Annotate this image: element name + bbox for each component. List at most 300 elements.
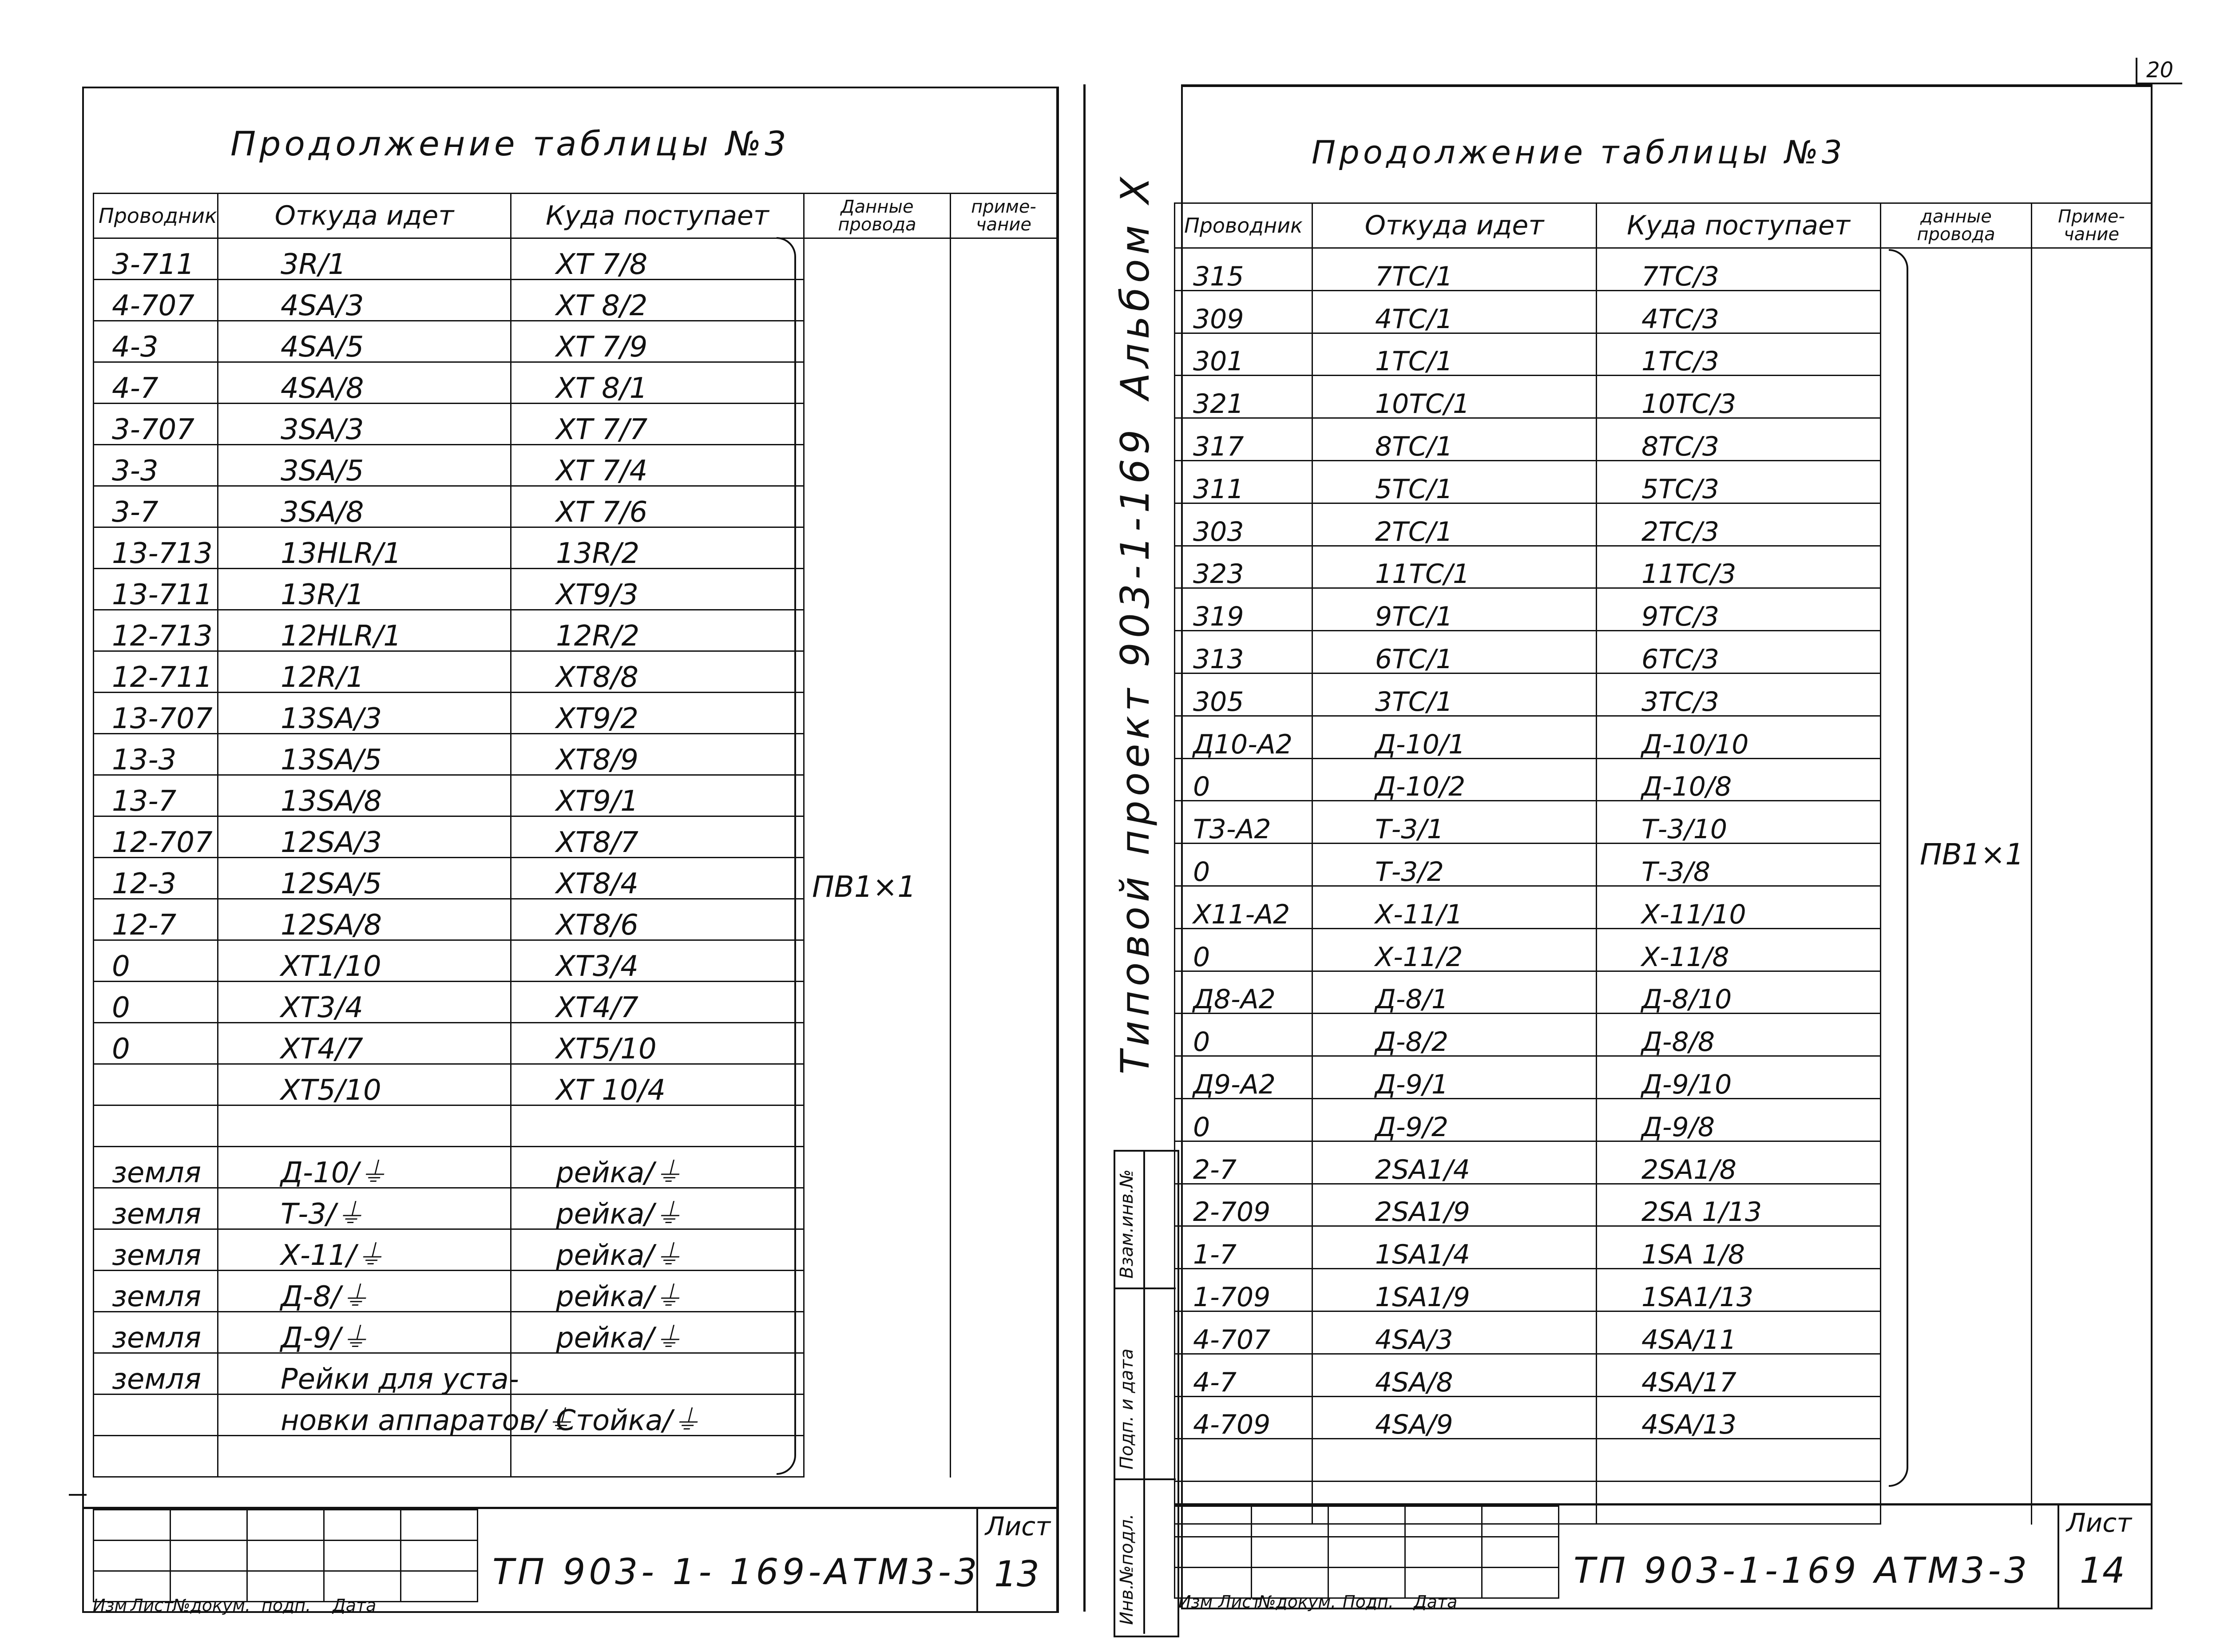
table-row [94, 1394, 1057, 1436]
cell-wire-data [804, 362, 951, 404]
table-header-row [1175, 203, 2152, 248]
cell-from: новки аппаратов/⏚ [218, 1394, 511, 1436]
cell-wire-data [804, 1105, 951, 1147]
cell-note [951, 404, 1057, 445]
cell-from: 4SA/9 [1312, 1396, 1597, 1439]
cell-to: XT 10/4 [511, 1064, 804, 1105]
cell-to: рейка/⏚ [511, 1147, 804, 1188]
cell-conductor: 2-709 [1175, 1184, 1312, 1226]
table-row [94, 362, 1057, 404]
cell-from: 12HLR/1 [218, 610, 511, 651]
cell-to: рейка/⏚ [511, 1188, 804, 1229]
header-conductor: Проводник [1175, 203, 1312, 248]
cell-note [2032, 1354, 2152, 1396]
cell-from: 13R/1 [218, 569, 511, 610]
left-sheet [82, 87, 1059, 1613]
table-row [1175, 1439, 2152, 1482]
table-row [94, 569, 1057, 610]
cell-from: Д-9/1 [1312, 1056, 1597, 1099]
cell-wire-data [804, 899, 951, 940]
cell-conductor: земля [94, 1229, 218, 1271]
cell-note [2032, 758, 2152, 801]
cell-note [951, 445, 1057, 486]
cell-conductor: 321 [1175, 376, 1312, 418]
cell-note [951, 775, 1057, 816]
table-row [94, 1023, 1057, 1064]
cell-from: 3SA/8 [218, 486, 511, 527]
cell-conductor: 12-7 [94, 899, 218, 940]
cell-from: Д-9/⏚ [218, 1312, 511, 1353]
table-row [1175, 503, 2152, 546]
cell-conductor: Х11-А2 [1175, 886, 1312, 928]
cell-note [951, 1394, 1057, 1436]
stamp-caption-date: Дата [333, 1596, 377, 1615]
table-row [1175, 1354, 2152, 1396]
cell-note [2032, 1056, 2152, 1099]
table-row [94, 775, 1057, 816]
table-row [94, 1312, 1057, 1353]
cell-conductor [94, 1436, 218, 1477]
cell-note [951, 1312, 1057, 1353]
cell-note [951, 321, 1057, 362]
table-row [1175, 1184, 2152, 1226]
cell-from: Т-3/⏚ [218, 1188, 511, 1229]
cell-to: Стойка/⏚ [511, 1394, 804, 1436]
cell-note [951, 362, 1057, 404]
right-brace [1889, 249, 1908, 1487]
table-row [1175, 1056, 2152, 1099]
cell-conductor: 4-707 [94, 280, 218, 321]
cell-conductor: 3-7 [94, 486, 218, 527]
cell-to: XT 7/6 [511, 486, 804, 527]
cell-to: 5TC/3 [1597, 460, 1881, 503]
cell-to: Д-8/8 [1597, 1014, 1881, 1056]
cell-wire-data [804, 1271, 951, 1312]
album-label: Альбом X [1112, 172, 1158, 400]
side-label-orig-inv: Инв.№подл. [1117, 1513, 1137, 1625]
cell-from: 13HLR/1 [218, 527, 511, 569]
cell-to: 3TC/3 [1597, 673, 1881, 716]
cell-note [951, 1188, 1057, 1229]
cell-conductor: земля [94, 1312, 218, 1353]
side-label-sign-date: Подп. и дата [1117, 1348, 1137, 1470]
cell-wire-data [804, 1436, 951, 1477]
cell-conductor: 313 [1175, 631, 1312, 673]
cell-note [951, 816, 1057, 858]
table-row [94, 321, 1057, 362]
cell-conductor: 12-707 [94, 816, 218, 858]
cell-conductor: земля [94, 1353, 218, 1394]
left-sheet-number: 13 [994, 1553, 1039, 1595]
cell-from: 3SA/3 [218, 404, 511, 445]
cell-wire-data [804, 1147, 951, 1188]
table-row [94, 940, 1057, 982]
cell-note [951, 1271, 1057, 1312]
cell-from [1312, 1439, 1597, 1482]
right-sheet-label: Лист [2066, 1508, 2132, 1538]
cell-note [951, 940, 1057, 982]
cell-note [951, 1436, 1057, 1477]
cell-from: 12SA/3 [218, 816, 511, 858]
table-row [1175, 546, 2152, 588]
cell-conductor: 12-3 [94, 858, 218, 899]
cell-conductor: земля [94, 1271, 218, 1312]
table-row [1175, 1014, 2152, 1056]
right-wire-spec: ПВ1×1 [1920, 837, 2024, 872]
table-row [94, 1188, 1057, 1229]
cell-note [2032, 1226, 2152, 1269]
cell-conductor: 0 [1175, 844, 1312, 886]
table-row [94, 1353, 1057, 1394]
cell-to: рейка/⏚ [511, 1229, 804, 1271]
cell-conductor: 301 [1175, 333, 1312, 376]
cell-from: Т-3/2 [1312, 844, 1597, 886]
cell-from: XT4/7 [218, 1023, 511, 1064]
table-row [94, 734, 1057, 775]
cell-from: XT1/10 [218, 940, 511, 982]
cell-from: Д-10/⏚ [218, 1147, 511, 1188]
header-conductor: Проводник [94, 194, 218, 238]
table-row [94, 651, 1057, 693]
cell-conductor: 4-7 [94, 362, 218, 404]
cell-conductor: 12-713 [94, 610, 218, 651]
cell-conductor: 1-709 [1175, 1269, 1312, 1311]
cell-from: Д-9/2 [1312, 1098, 1597, 1141]
cell-note [2032, 376, 2152, 418]
right-stamp-grid [1174, 1505, 1559, 1599]
table-row [1175, 290, 2152, 333]
cell-from: 2TC/1 [1312, 503, 1597, 546]
cell-from: Д-8/1 [1312, 971, 1597, 1014]
cell-conductor [94, 1105, 218, 1147]
cell-note [951, 1353, 1057, 1394]
right-title-block [1174, 1503, 2151, 1610]
cell-from: Д-10/2 [1312, 758, 1597, 801]
cell-to: 2SA 1/13 [1597, 1184, 1881, 1226]
table-row [94, 238, 1057, 280]
cell-conductor: 315 [1175, 248, 1312, 291]
cell-from: 9TC/1 [1312, 588, 1597, 631]
cell-from: 8TC/1 [1312, 418, 1597, 461]
right-table-body [1175, 248, 2152, 1524]
cell-note [2032, 631, 2152, 673]
table-row [1175, 886, 2152, 928]
cell-to: Д-10/8 [1597, 758, 1881, 801]
header-to: Куда поступает [1597, 203, 1881, 248]
cell-conductor: 0 [94, 982, 218, 1023]
cell-note [951, 238, 1057, 280]
cell-note [951, 280, 1057, 321]
table-row [94, 1105, 1057, 1147]
table-row [94, 982, 1057, 1023]
cell-from: Д-10/1 [1312, 716, 1597, 758]
table-row [94, 404, 1057, 445]
cell-to: XT 7/4 [511, 445, 804, 486]
cell-conductor: 13-707 [94, 693, 218, 734]
cell-note [2032, 248, 2152, 291]
cell-conductor: 0 [1175, 1098, 1312, 1141]
cell-to: 9TC/3 [1597, 588, 1881, 631]
cell-wire-data [804, 445, 951, 486]
cell-to: 4SA/11 [1597, 1311, 1881, 1354]
cell-to: 12R/2 [511, 610, 804, 651]
cell-from: 12R/1 [218, 651, 511, 693]
cell-to: Х-11/8 [1597, 928, 1881, 971]
table-row [94, 445, 1057, 486]
right-sheet-number: 14 [2080, 1550, 2125, 1591]
table-row [94, 693, 1057, 734]
cell-to: 13R/2 [511, 527, 804, 569]
cell-wire-data [804, 1188, 951, 1229]
cell-note [951, 651, 1057, 693]
cell-to: XT 7/7 [511, 404, 804, 445]
cell-note [2032, 1269, 2152, 1311]
cell-from: 4SA/8 [1312, 1354, 1597, 1396]
cell-conductor: 3-707 [94, 404, 218, 445]
cell-note [2032, 1311, 2152, 1354]
cell-to: 2TC/3 [1597, 503, 1881, 546]
left-title-block [84, 1507, 1056, 1613]
cell-wire-data [804, 238, 951, 280]
stamp-caption-date: Дата [1414, 1592, 1458, 1612]
stamp-caption-docno: №докум. [173, 1596, 251, 1615]
left-document-code: ТП 903- 1- 169-АТМ3-3 [492, 1551, 981, 1593]
stamp-caption-sign: Подп. [1343, 1592, 1394, 1612]
table-row [1175, 1311, 2152, 1354]
cell-from [218, 1436, 511, 1477]
cell-to: Д-9/10 [1597, 1056, 1881, 1099]
cell-to: рейка/⏚ [511, 1271, 804, 1312]
cell-to: Х-11/10 [1597, 886, 1881, 928]
cell-to [1597, 1439, 1881, 1482]
cell-note [2032, 1439, 2152, 1482]
left-stamp-grid [93, 1509, 478, 1602]
cell-note [2032, 290, 2152, 333]
cell-wire-data [804, 1023, 951, 1064]
cell-wire-data [804, 651, 951, 693]
cell-from: Д-8/2 [1312, 1014, 1597, 1056]
cell-note [951, 1147, 1057, 1188]
cell-to: XT 8/2 [511, 280, 804, 321]
cell-from: 13SA/3 [218, 693, 511, 734]
project-side-label: Типовой проект 903-1-169 [1112, 425, 1158, 1074]
cell-to: 11TC/3 [1597, 546, 1881, 588]
table-row [94, 1064, 1057, 1105]
cell-wire-data [804, 775, 951, 816]
cell-to: 7TC/3 [1597, 248, 1881, 291]
cell-to: Д-9/8 [1597, 1098, 1881, 1141]
cell-from: XT5/10 [218, 1064, 511, 1105]
cell-to: 1TC/3 [1597, 333, 1881, 376]
cell-to [511, 1436, 804, 1477]
cell-to: XT 8/1 [511, 362, 804, 404]
cell-wire-data [804, 1229, 951, 1271]
left-table-body [94, 238, 1057, 1477]
table-row [1175, 460, 2152, 503]
cell-conductor: 13-3 [94, 734, 218, 775]
table-row [1175, 1098, 2152, 1141]
cell-conductor: 13-713 [94, 527, 218, 569]
cell-conductor: 2-7 [1175, 1141, 1312, 1184]
cell-from: 4TC/1 [1312, 290, 1597, 333]
cell-conductor: Д8-А2 [1175, 971, 1312, 1014]
cell-to: 2SA1/8 [1597, 1141, 1881, 1184]
cell-wire-data [804, 404, 951, 445]
cell-note [2032, 928, 2152, 971]
cell-from: XT3/4 [218, 982, 511, 1023]
table-row [94, 280, 1057, 321]
cell-conductor: 12-711 [94, 651, 218, 693]
cell-note [951, 486, 1057, 527]
cell-to: XT9/2 [511, 693, 804, 734]
cell-wire-data [804, 527, 951, 569]
left-brace [777, 237, 796, 1475]
table-row [94, 486, 1057, 527]
cell-conductor [94, 1394, 218, 1436]
cell-from: 12SA/5 [218, 858, 511, 899]
cell-from: 4SA/5 [218, 321, 511, 362]
stamp-caption-sheet: Лист [1218, 1592, 1261, 1612]
cell-from: 3R/1 [218, 238, 511, 280]
left-wire-table [93, 193, 1058, 1478]
cell-from: 13SA/8 [218, 775, 511, 816]
cell-to: XT8/9 [511, 734, 804, 775]
table-header-row [94, 194, 1057, 238]
cell-note [2032, 886, 2152, 928]
cell-to [511, 1105, 804, 1147]
cell-conductor: 4-709 [1175, 1396, 1312, 1439]
header-wire-data: данные провода [1881, 203, 2032, 248]
cell-to: XT5/10 [511, 1023, 804, 1064]
cell-note [2032, 1184, 2152, 1226]
table-row [94, 610, 1057, 651]
stamp-caption-sheet: Лист [131, 1596, 174, 1615]
cell-note [2032, 1396, 2152, 1439]
cell-conductor: 311 [1175, 460, 1312, 503]
cell-note [2032, 1014, 2152, 1056]
cell-to: Д-10/10 [1597, 716, 1881, 758]
cell-from: Т-3/1 [1312, 801, 1597, 844]
cell-conductor: земля [94, 1188, 218, 1229]
table-row [94, 527, 1057, 569]
cell-conductor: Т3-А2 [1175, 801, 1312, 844]
table-row [1175, 758, 2152, 801]
header-wire-data: Данные провода [804, 194, 951, 238]
cell-to: XT4/7 [511, 982, 804, 1023]
cell-conductor: 0 [94, 1023, 218, 1064]
table-row [94, 1436, 1057, 1477]
cell-from: 7TC/1 [1312, 248, 1597, 291]
table-row [1175, 631, 2152, 673]
cell-from: 3SA/5 [218, 445, 511, 486]
table-row [94, 1147, 1057, 1188]
table-row [1175, 1226, 2152, 1269]
cell-wire-data [804, 816, 951, 858]
table-row [94, 816, 1057, 858]
cell-to: XT9/3 [511, 569, 804, 610]
cell-from: 3TC/1 [1312, 673, 1597, 716]
page-number: 20 [2136, 58, 2182, 84]
cell-wire-data [804, 1064, 951, 1105]
table-row [1175, 1396, 2152, 1439]
cell-conductor: 13-7 [94, 775, 218, 816]
table-row [1175, 673, 2152, 716]
cell-conductor [1175, 1439, 1312, 1482]
cell-wire-data [804, 1353, 951, 1394]
cell-note [951, 982, 1057, 1023]
cell-to: 4SA/13 [1597, 1396, 1881, 1439]
cell-to: 4SA/17 [1597, 1354, 1881, 1396]
cell-note [951, 1023, 1057, 1064]
cell-note [951, 1229, 1057, 1271]
cell-note [2032, 844, 2152, 886]
table-row [94, 1271, 1057, 1312]
cell-wire-data [804, 569, 951, 610]
cell-wire-data [804, 1394, 951, 1436]
header-note: приме- чание [951, 194, 1057, 238]
header-from: Откуда идет [1312, 203, 1597, 248]
table-row [1175, 971, 2152, 1014]
cell-to: 6TC/3 [1597, 631, 1881, 673]
cell-to: XT 7/8 [511, 238, 804, 280]
cell-note [2032, 673, 2152, 716]
cell-from: 4SA/8 [218, 362, 511, 404]
cell-conductor: Д10-А2 [1175, 716, 1312, 758]
cell-note [951, 610, 1057, 651]
table-row [1175, 588, 2152, 631]
table-row [94, 1229, 1057, 1271]
cell-from: Рейки для уста- [218, 1353, 511, 1394]
cell-conductor: 309 [1175, 290, 1312, 333]
cell-wire-data [804, 693, 951, 734]
cell-to: 8TC/3 [1597, 418, 1881, 461]
cell-to: Т-3/10 [1597, 801, 1881, 844]
cell-note [2032, 1098, 2152, 1141]
cell-from: 11TC/1 [1312, 546, 1597, 588]
cell-note [951, 899, 1057, 940]
cell-wire-data [804, 982, 951, 1023]
cell-to: XT3/4 [511, 940, 804, 982]
cell-note [951, 858, 1057, 899]
left-wire-spec: ПВ1×1 [812, 870, 916, 904]
table-row [1175, 418, 2152, 461]
side-strip-inner [1143, 1150, 1145, 1634]
cell-from: 5TC/1 [1312, 460, 1597, 503]
cell-conductor: 1-7 [1175, 1226, 1312, 1269]
cell-conductor: 4-707 [1175, 1311, 1312, 1354]
cell-wire-data [804, 321, 951, 362]
cell-from: 4SA/3 [1312, 1311, 1597, 1354]
table-row [94, 899, 1057, 940]
cell-conductor: 319 [1175, 588, 1312, 631]
left-sheet-label: Лист [985, 1511, 1051, 1541]
table-row [1175, 1141, 2152, 1184]
cell-to: XT8/6 [511, 899, 804, 940]
cell-to: 4TC/3 [1597, 290, 1881, 333]
cell-from: Х-11/1 [1312, 886, 1597, 928]
cell-wire-data [804, 940, 951, 982]
cell-wire-data [804, 280, 951, 321]
cell-to: XT8/4 [511, 858, 804, 899]
cell-from: Д-8/⏚ [218, 1271, 511, 1312]
cell-note [951, 1064, 1057, 1105]
cell-conductor: 0 [1175, 1014, 1312, 1056]
cell-conductor: 317 [1175, 418, 1312, 461]
cell-from: 13SA/5 [218, 734, 511, 775]
cell-conductor: 0 [1175, 928, 1312, 971]
cell-note [951, 693, 1057, 734]
right-document-code: ТП 903-1-169 АТМ3-3 [1574, 1550, 2031, 1591]
